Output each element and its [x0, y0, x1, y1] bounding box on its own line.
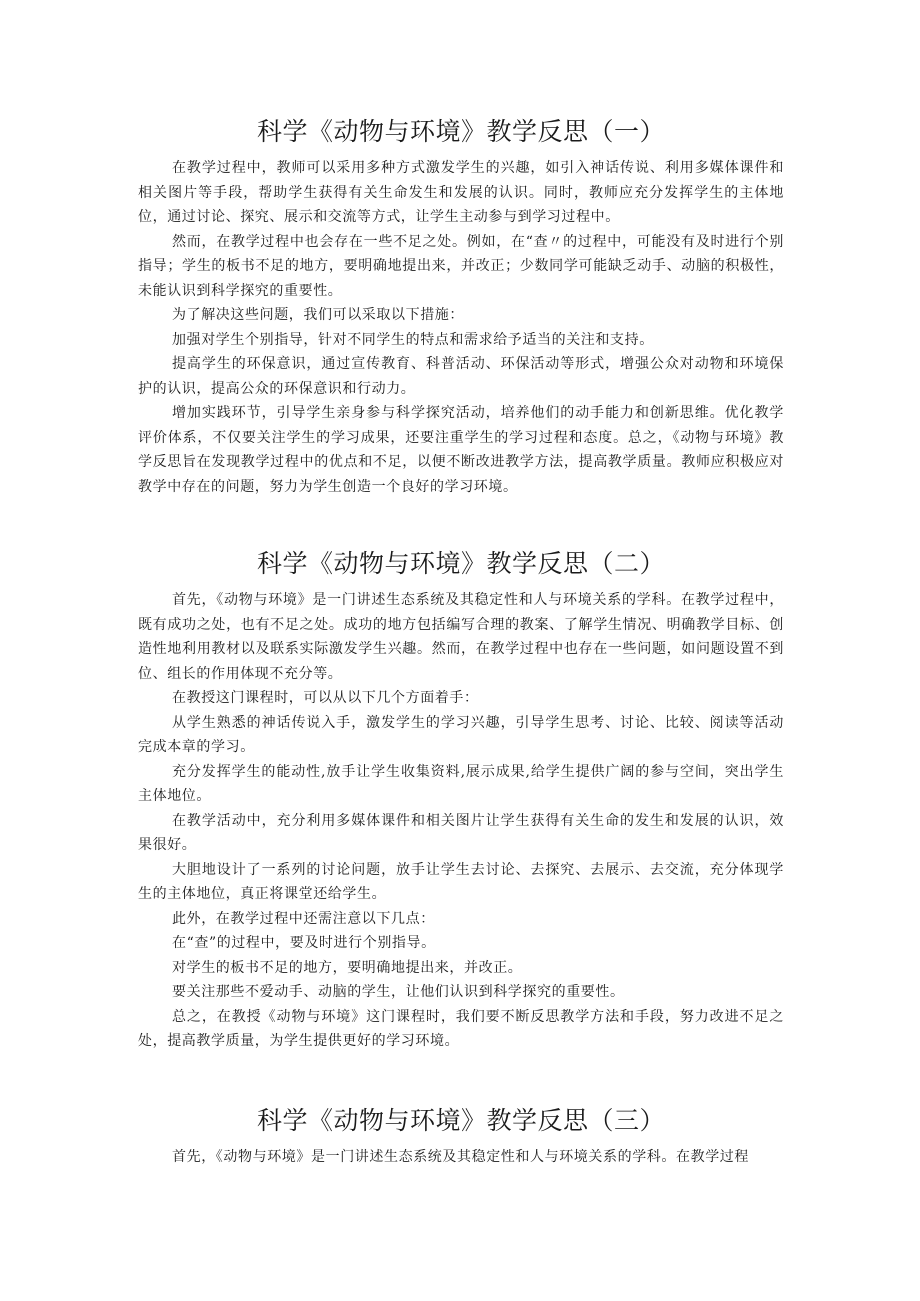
paragraph: 充分发挥学生的能动性,放手让学生收集资料,展示成果,给学生提供广阔的参与空间，突出学生主体地位。 [138, 763, 784, 804]
section-reflection-1 [138, 116, 784, 499]
section-reflection-3 [138, 1105, 784, 1170]
paragraph: 在教学过程中，教师可以采用多种方式激发学生的兴趣，如引入神话传说、利用多媒体课件和相关图片等手段，帮助学生获得有关生命发生和发展的认识。同时，教师应充分发挥学生的主体地位，通过讨论、探究、展示和交流等方式，让学生主动参与到学习过程中。 [138, 160, 784, 225]
paragraph: 在“查”的过程中，要及时进行个别指导。 [172, 935, 436, 951]
paragraph: 为了解决这些问题，我们可以采取以下措施： [172, 307, 464, 323]
section-title: 科学《动物与环境》教学反思（三） [256, 1106, 665, 1135]
paragraph: 增加实践环节，引导学生亲身参与科学探究活动，培养他们的动手能力和创新思维。优化教学评价体系，不仅要关注学生的学习成果，还要注重学生的学习过程和态度。总之，《动物与环境》教学反思旨在发现教学过程中的优点和不足，以便不断改进教学方法，提高教学质量。教师应积极应对教学中存在的问题，努力为学生创造一个良好的学习环境。 [138, 405, 784, 495]
paragraph: 提高学生的环保意识，通过宣传教育、科普活动、环保活动等形式，增强公众对动物和环境保护的认识，提高公众的环保意识和行动力。 [138, 356, 784, 397]
section-title: 科学《动物与环境》教学反思（一） [256, 117, 665, 146]
paragraph: 此外，在教学过程中还需注意以下几点： [172, 910, 435, 927]
paragraph: 大胆地设计了一系列的讨论问题，放手让学生去讨论、去探究、去展示、去交流，充分体现学生的主体地位，真正将课堂还给学生。 [138, 861, 784, 902]
paragraph: 首先，《动物与环境》是一门讲述生态系统及其稳定性和人与环境关系的学科。在教学过程 [172, 1149, 749, 1165]
paragraph: 加强对学生个别指导，针对不同学生的特点和需求给予适当的关注和支持。 [172, 331, 654, 348]
section-reflection-2 [138, 548, 784, 1054]
paragraph: 然而，在教学过程中也会存在一些不足之处。例如，在“查〃的过程中，可能没有及时进行个别指导；学生的板书不足的地方，要明确地提出来，并改正；少数同学可能缺乏动手、动脑的积极性，未能认识到科学探究的重要性。 [138, 233, 784, 299]
paragraph: 在教授这门课程时，可以从以下几个方面着手： [172, 690, 479, 706]
paragraph: 总之，在教授《动物与环境》这门课程时，我们要不断反思教学方法和手段，努力改进不足之处，提高教学质量，为学生提供更好的学习环境。 [138, 1008, 784, 1049]
paragraph: 首先，《动物与环境》是一门讲述生态系统及其稳定性和人与环境关系的学科。在教学过程中，既有成功之处，也有不足之处。成功的地方包括编写合理的教案、了解学生情况、明确教学目标、创造性地利用教材以及联系实际激发学生兴趣。然而，在教学过程中也存在一些问题，如问题设置不到位、组长的作用体现不充分等。 [138, 592, 784, 682]
section-title: 科学《动物与环境》教学反思（二） [256, 549, 665, 578]
paragraph: 对学生的板书不足的地方，要明确地提出来，并改正。 [172, 959, 523, 976]
paragraph: 要关注那些不爱动手、动脑的学生，让他们认识到科学探究的重要性。 [172, 984, 625, 1000]
paragraph: 从学生熟悉的神话传说入手，激发学生的学习兴趣，引导学生思考、讨论、比较、阅读等活动完成本章的学习。 [138, 714, 784, 755]
paragraph: 在教学活动中，充分利用多媒体课件和相关图片让学生获得有关生命的发生和发展的认识，效果很好。 [138, 812, 784, 853]
